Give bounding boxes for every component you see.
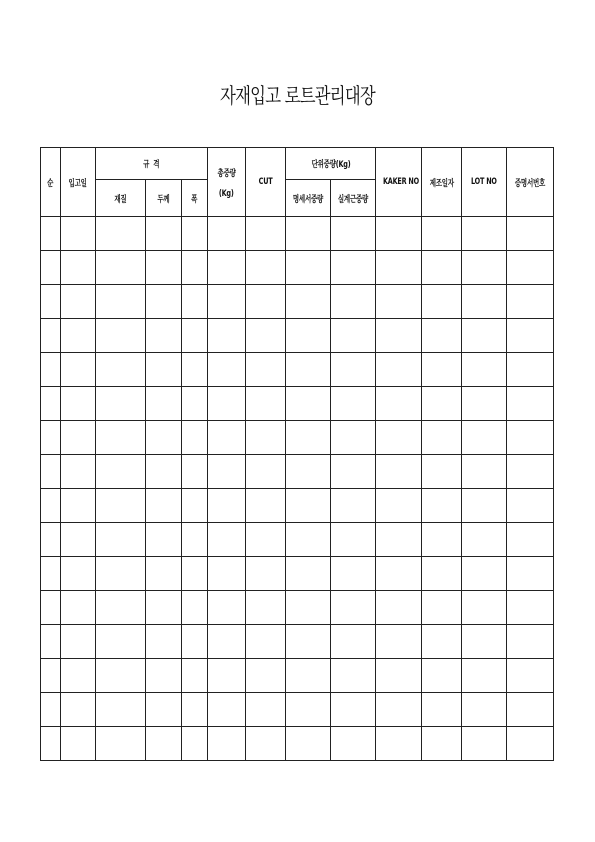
cell-material[interactable] [96, 251, 146, 285]
cell-material[interactable] [96, 625, 146, 659]
header-cut: CUT [246, 148, 286, 217]
cell-cut[interactable] [246, 489, 286, 523]
cell-manufacture-date[interactable] [422, 353, 462, 387]
cell-manufacture-date[interactable] [422, 591, 462, 625]
cell-actual-weight[interactable] [331, 455, 376, 489]
cell-material[interactable] [96, 659, 146, 693]
table-body [41, 217, 554, 761]
cell-seq[interactable] [41, 251, 61, 285]
table-row [41, 659, 554, 693]
cell-maker-no[interactable] [376, 387, 422, 421]
cell-thickness[interactable] [146, 557, 182, 591]
cell-width[interactable] [182, 591, 208, 625]
cell-receipt-date[interactable] [61, 285, 96, 319]
cell-thickness[interactable] [146, 387, 182, 421]
cell-certificate-no[interactable] [507, 489, 554, 523]
header-thickness: 두께 [146, 180, 182, 217]
cell-width[interactable] [182, 693, 208, 727]
cell-spec-sheet-weight[interactable] [286, 489, 331, 523]
cell-manufacture-date[interactable] [422, 319, 462, 353]
table-row [41, 625, 554, 659]
table-row [41, 591, 554, 625]
cell-maker-no[interactable] [376, 489, 422, 523]
cell-maker-no[interactable] [376, 251, 422, 285]
cell-actual-weight[interactable] [331, 353, 376, 387]
cell-lot-no[interactable] [462, 387, 507, 421]
cell-width[interactable] [182, 523, 208, 557]
cell-thickness[interactable] [146, 591, 182, 625]
cell-seq[interactable] [41, 693, 61, 727]
table-row [41, 421, 554, 455]
cell-width[interactable] [182, 421, 208, 455]
cell-actual-weight[interactable] [331, 727, 376, 761]
cell-width[interactable] [182, 387, 208, 421]
table-row [41, 727, 554, 761]
cell-spec-sheet-weight[interactable] [286, 285, 331, 319]
cell-receipt-date[interactable] [61, 251, 96, 285]
cell-manufacture-date[interactable] [422, 693, 462, 727]
cell-cut[interactable] [246, 727, 286, 761]
cell-certificate-no[interactable] [507, 251, 554, 285]
cell-total-weight[interactable] [208, 217, 246, 251]
header-lot-no: LOT NO [462, 148, 507, 217]
cell-cut[interactable] [246, 455, 286, 489]
cell-lot-no[interactable] [462, 251, 507, 285]
cell-maker-no[interactable] [376, 625, 422, 659]
cell-receipt-date[interactable] [61, 557, 96, 591]
cell-maker-no[interactable] [376, 727, 422, 761]
cell-total-weight[interactable] [208, 591, 246, 625]
cell-actual-weight[interactable] [331, 489, 376, 523]
cell-thickness[interactable] [146, 421, 182, 455]
cell-total-weight[interactable] [208, 659, 246, 693]
cell-thickness[interactable] [146, 659, 182, 693]
cell-maker-no[interactable] [376, 217, 422, 251]
cell-certificate-no[interactable] [507, 319, 554, 353]
cell-total-weight[interactable] [208, 285, 246, 319]
cell-total-weight[interactable] [208, 421, 246, 455]
cell-material[interactable] [96, 591, 146, 625]
cell-certificate-no[interactable] [507, 591, 554, 625]
cell-certificate-no[interactable] [507, 285, 554, 319]
cell-spec-sheet-weight[interactable] [286, 217, 331, 251]
cell-seq[interactable] [41, 421, 61, 455]
cell-maker-no[interactable] [376, 693, 422, 727]
cell-receipt-date[interactable] [61, 489, 96, 523]
cell-cut[interactable] [246, 659, 286, 693]
cell-manufacture-date[interactable] [422, 523, 462, 557]
cell-actual-weight[interactable] [331, 387, 376, 421]
cell-thickness[interactable] [146, 353, 182, 387]
cell-actual-weight[interactable] [331, 693, 376, 727]
cell-material[interactable] [96, 693, 146, 727]
cell-actual-weight[interactable] [331, 217, 376, 251]
cell-width[interactable] [182, 455, 208, 489]
cell-lot-no[interactable] [462, 591, 507, 625]
cell-seq[interactable] [41, 625, 61, 659]
document-title: 자재입고 로트관리대장 [220, 84, 375, 108]
cell-thickness[interactable] [146, 523, 182, 557]
cell-seq[interactable] [41, 557, 61, 591]
cell-seq[interactable] [41, 523, 61, 557]
cell-spec-sheet-weight[interactable] [286, 319, 331, 353]
cell-width[interactable] [182, 319, 208, 353]
cell-actual-weight[interactable] [331, 591, 376, 625]
lot-management-table [40, 147, 554, 761]
cell-maker-no[interactable] [376, 455, 422, 489]
cell-manufacture-date[interactable] [422, 557, 462, 591]
cell-total-weight[interactable] [208, 353, 246, 387]
cell-maker-no[interactable] [376, 319, 422, 353]
cell-cut[interactable] [246, 591, 286, 625]
cell-receipt-date[interactable] [61, 693, 96, 727]
header-total-weight: 총중량 (Kg) [208, 148, 246, 217]
cell-maker-no[interactable] [376, 353, 422, 387]
table-row [41, 523, 554, 557]
cell-spec-sheet-weight[interactable] [286, 455, 331, 489]
cell-actual-weight[interactable] [331, 659, 376, 693]
cell-cut[interactable] [246, 421, 286, 455]
cell-actual-weight[interactable] [331, 319, 376, 353]
cell-certificate-no[interactable] [507, 625, 554, 659]
cell-thickness[interactable] [146, 251, 182, 285]
cell-certificate-no[interactable] [507, 523, 554, 557]
cell-seq[interactable] [41, 659, 61, 693]
cell-manufacture-date[interactable] [422, 387, 462, 421]
header-total-weight-unit: (Kg) [219, 188, 234, 199]
cell-spec-sheet-weight[interactable] [286, 625, 331, 659]
cell-maker-no[interactable] [376, 591, 422, 625]
cell-manufacture-date[interactable] [422, 421, 462, 455]
cell-cut[interactable] [246, 625, 286, 659]
cell-thickness[interactable] [146, 489, 182, 523]
cell-seq[interactable] [41, 387, 61, 421]
table-row [41, 455, 554, 489]
cell-total-weight[interactable] [208, 693, 246, 727]
cell-spec-sheet-weight[interactable] [286, 387, 331, 421]
cell-material[interactable] [96, 523, 146, 557]
cell-certificate-no[interactable] [507, 455, 554, 489]
cell-manufacture-date[interactable] [422, 659, 462, 693]
header-unit-weight-group: 단위중량(Kg) [286, 148, 376, 180]
cell-seq[interactable] [41, 489, 61, 523]
cell-thickness[interactable] [146, 625, 182, 659]
cell-lot-no[interactable] [462, 693, 507, 727]
cell-lot-no[interactable] [462, 523, 507, 557]
cell-maker-no[interactable] [376, 659, 422, 693]
cell-lot-no[interactable] [462, 557, 507, 591]
cell-cut[interactable] [246, 523, 286, 557]
cell-lot-no[interactable] [462, 319, 507, 353]
header-material: 재질 [96, 180, 146, 217]
cell-spec-sheet-weight[interactable] [286, 693, 331, 727]
cell-material[interactable] [96, 387, 146, 421]
cell-receipt-date[interactable] [61, 523, 96, 557]
cell-receipt-date[interactable] [61, 727, 96, 761]
header-manufacture-date: 제조일자 [422, 148, 462, 217]
cell-manufacture-date[interactable] [422, 489, 462, 523]
cell-spec-sheet-weight[interactable] [286, 523, 331, 557]
cell-total-weight[interactable] [208, 523, 246, 557]
cell-lot-no[interactable] [462, 625, 507, 659]
cell-material[interactable] [96, 727, 146, 761]
cell-material[interactable] [96, 285, 146, 319]
cell-receipt-date[interactable] [61, 591, 96, 625]
cell-receipt-date[interactable] [61, 421, 96, 455]
cell-lot-no[interactable] [462, 727, 507, 761]
table-row [41, 251, 554, 285]
cell-seq[interactable] [41, 727, 61, 761]
cell-maker-no[interactable] [376, 285, 422, 319]
cell-certificate-no[interactable] [507, 353, 554, 387]
cell-width[interactable] [182, 489, 208, 523]
cell-receipt-date[interactable] [61, 387, 96, 421]
cell-receipt-date[interactable] [61, 217, 96, 251]
header-actual-weight: 실계근중량 [331, 180, 376, 217]
cell-width[interactable] [182, 353, 208, 387]
cell-certificate-no[interactable] [507, 387, 554, 421]
cell-total-weight[interactable] [208, 625, 246, 659]
cell-thickness[interactable] [146, 727, 182, 761]
table-row [41, 489, 554, 523]
cell-width[interactable] [182, 659, 208, 693]
cell-seq[interactable] [41, 455, 61, 489]
cell-manufacture-date[interactable] [422, 727, 462, 761]
cell-maker-no[interactable] [376, 421, 422, 455]
cell-material[interactable] [96, 353, 146, 387]
cell-spec-sheet-weight[interactable] [286, 591, 331, 625]
header-spec-group: 규 격 [96, 148, 208, 180]
cell-certificate-no[interactable] [507, 659, 554, 693]
cell-actual-weight[interactable] [331, 557, 376, 591]
cell-spec-sheet-weight[interactable] [286, 727, 331, 761]
cell-thickness[interactable] [146, 455, 182, 489]
cell-actual-weight[interactable] [331, 285, 376, 319]
header-maker-no: KAKER NO [376, 148, 422, 217]
cell-spec-sheet-weight[interactable] [286, 421, 331, 455]
cell-cut[interactable] [246, 319, 286, 353]
cell-spec-sheet-weight[interactable] [286, 251, 331, 285]
cell-lot-no[interactable] [462, 285, 507, 319]
cell-manufacture-date[interactable] [422, 455, 462, 489]
cell-total-weight[interactable] [208, 387, 246, 421]
cell-lot-no[interactable] [462, 455, 507, 489]
cell-total-weight[interactable] [208, 489, 246, 523]
cell-material[interactable] [96, 455, 146, 489]
cell-manufacture-date[interactable] [422, 285, 462, 319]
cell-cut[interactable] [246, 353, 286, 387]
header-width: 폭 [182, 180, 208, 217]
cell-actual-weight[interactable] [331, 251, 376, 285]
table-row [41, 557, 554, 591]
cell-width[interactable] [182, 625, 208, 659]
cell-material[interactable] [96, 557, 146, 591]
cell-receipt-date[interactable] [61, 625, 96, 659]
cell-actual-weight[interactable] [331, 625, 376, 659]
cell-lot-no[interactable] [462, 353, 507, 387]
cell-total-weight[interactable] [208, 727, 246, 761]
cell-width[interactable] [182, 251, 208, 285]
cell-spec-sheet-weight[interactable] [286, 659, 331, 693]
cell-thickness[interactable] [146, 285, 182, 319]
cell-actual-weight[interactable] [331, 421, 376, 455]
cell-cut[interactable] [246, 217, 286, 251]
header-certificate-no: 증명서번호 [507, 148, 554, 217]
cell-cut[interactable] [246, 557, 286, 591]
cell-lot-no[interactable] [462, 659, 507, 693]
cell-receipt-date[interactable] [61, 455, 96, 489]
table-row [41, 285, 554, 319]
cell-cut[interactable] [246, 251, 286, 285]
cell-seq[interactable] [41, 591, 61, 625]
cell-cut[interactable] [246, 285, 286, 319]
cell-maker-no[interactable] [376, 557, 422, 591]
cell-total-weight[interactable] [208, 319, 246, 353]
cell-receipt-date[interactable] [61, 353, 96, 387]
cell-total-weight[interactable] [208, 557, 246, 591]
cell-seq[interactable] [41, 319, 61, 353]
cell-spec-sheet-weight[interactable] [286, 353, 331, 387]
cell-receipt-date[interactable] [61, 319, 96, 353]
cell-manufacture-date[interactable] [422, 251, 462, 285]
cell-cut[interactable] [246, 693, 286, 727]
table-row [41, 217, 554, 251]
cell-spec-sheet-weight[interactable] [286, 557, 331, 591]
table-row [41, 353, 554, 387]
cell-material[interactable] [96, 319, 146, 353]
cell-total-weight[interactable] [208, 251, 246, 285]
cell-width[interactable] [182, 727, 208, 761]
header-receipt-date: 입고일 [61, 148, 96, 217]
table-row [41, 693, 554, 727]
cell-cut[interactable] [246, 387, 286, 421]
cell-lot-no[interactable] [462, 489, 507, 523]
cell-lot-no[interactable] [462, 421, 507, 455]
header-seq: 순 [41, 148, 61, 217]
cell-material[interactable] [96, 217, 146, 251]
table-row [41, 387, 554, 421]
cell-receipt-date[interactable] [61, 659, 96, 693]
header-spec-sheet-weight: 명세서중량 [286, 180, 331, 217]
cell-certificate-no[interactable] [507, 727, 554, 761]
cell-material[interactable] [96, 489, 146, 523]
cell-width[interactable] [182, 285, 208, 319]
cell-seq[interactable] [41, 217, 61, 251]
cell-material[interactable] [96, 421, 146, 455]
cell-width[interactable] [182, 557, 208, 591]
table-row [41, 319, 554, 353]
cell-manufacture-date[interactable] [422, 625, 462, 659]
cell-thickness[interactable] [146, 693, 182, 727]
cell-seq[interactable] [41, 353, 61, 387]
cell-lot-no[interactable] [462, 217, 507, 251]
cell-certificate-no[interactable] [507, 217, 554, 251]
cell-thickness[interactable] [146, 319, 182, 353]
cell-certificate-no[interactable] [507, 421, 554, 455]
cell-thickness[interactable] [146, 217, 182, 251]
cell-manufacture-date[interactable] [422, 217, 462, 251]
cell-seq[interactable] [41, 285, 61, 319]
cell-certificate-no[interactable] [507, 557, 554, 591]
cell-width[interactable] [182, 217, 208, 251]
cell-actual-weight[interactable] [331, 523, 376, 557]
cell-total-weight[interactable] [208, 455, 246, 489]
cell-certificate-no[interactable] [507, 693, 554, 727]
cell-maker-no[interactable] [376, 523, 422, 557]
